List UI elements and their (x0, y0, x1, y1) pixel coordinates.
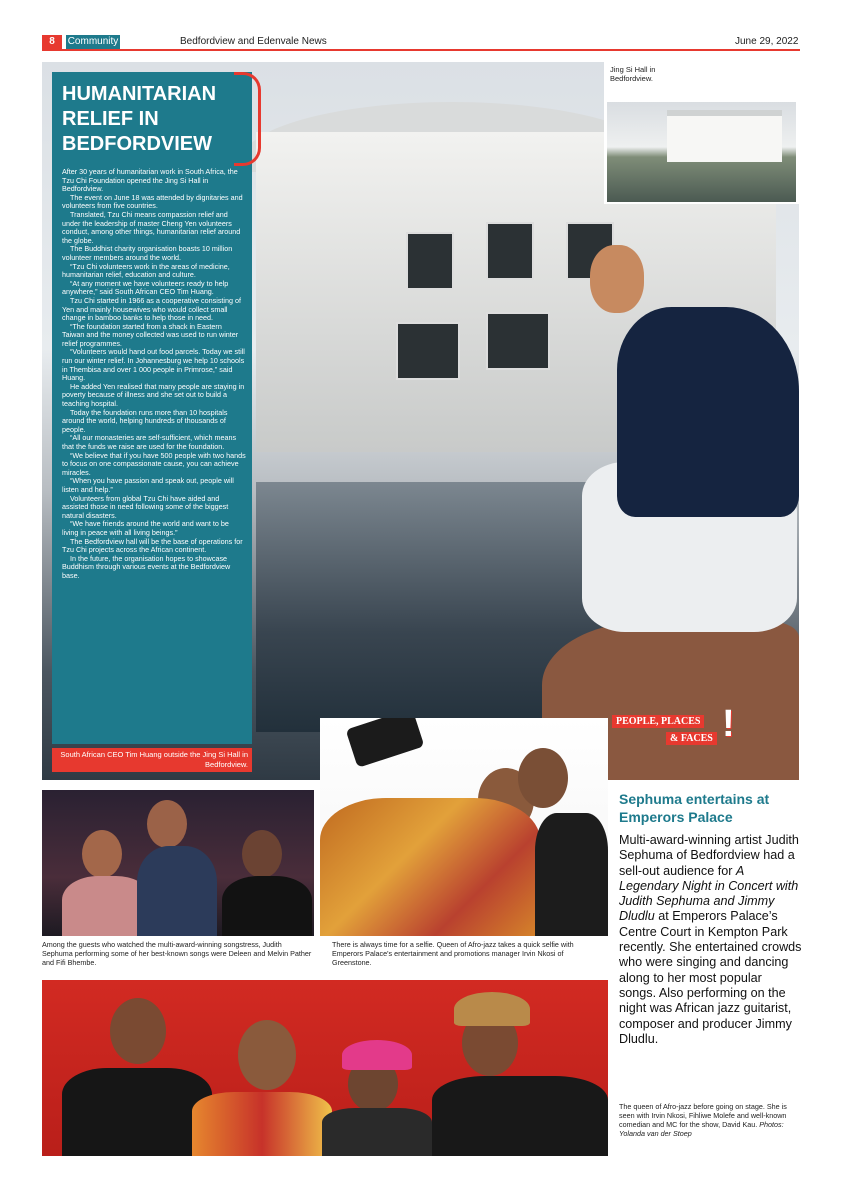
section-label: Community (67, 36, 119, 47)
building-window (486, 222, 534, 280)
inset-photo-panel (604, 62, 799, 204)
badge-line-2: & FACES (666, 732, 717, 745)
inset-caption: Jing Si Hall in Bedfordview. (610, 65, 656, 83)
singer-dress (320, 798, 540, 936)
article-panel (52, 72, 252, 744)
issue-date: June 29, 2022 (735, 36, 799, 47)
article-paragraph: Translated, Tzu Chi means compassion relief and under the leadership of master Cheng Yen volunteers conduct, among other things, humanitarian relief around the globe. (62, 209, 241, 245)
group-jacket (62, 1068, 212, 1156)
group-dress (192, 1092, 332, 1156)
people-places-faces-badge (608, 703, 738, 752)
photo-selfie (320, 718, 608, 936)
publication-name: Bedfordview and Edenvale News (180, 36, 327, 47)
article-paragraph: “All our monasteries are self-sufficient, which means that the funds we raise are used for the foundation. (62, 433, 237, 451)
building-window (406, 232, 454, 290)
article-paragraph: He added Yen realised that many people are staying in poverty because of illness and she set out to build a teaching hospital. (62, 381, 245, 409)
article-paragraph: “At any moment we have volunteers ready to help anywhere,” said South African CEO Tim Huang. (62, 278, 229, 297)
sephuma-body-part-1: Multi-award-winning artist Judith Sephuma of Bedfordview had a sell-out audience for (619, 833, 799, 878)
guest-top (222, 876, 312, 936)
guest-jacket (137, 846, 217, 936)
article-headline: HUMANITARIAN RELIEF IN BEDFORDVIEW (62, 83, 217, 155)
photo-credit: Photos: Yolanda van der Stoep (619, 1120, 784, 1138)
group-caption (619, 1102, 802, 1138)
guest-face (242, 830, 282, 878)
article-paragraph: “The foundation started from a shack in Eastern Taiwan and the money collected was used to run winter relief programmes. (62, 321, 239, 348)
article-paragraph: The Bedfordview hall will be the base of operations for Tzu Chi projects across the African continent. (62, 536, 243, 555)
guest-face (147, 800, 187, 848)
article-paragraph: “We have friends around the world and want to be living in peace with all living beings.” (62, 519, 229, 537)
building-window (486, 312, 550, 370)
pink-hat (342, 1040, 412, 1070)
manager-face (518, 748, 568, 808)
group-face (238, 1020, 296, 1090)
article-paragraph: After 30 years of humanitarian work in South Africa, the Tzu Chi Foundation opened the Jing Si Hall in Bedfordview. (62, 167, 238, 194)
article-paragraph: Today the foundation runs more than 10 hospitals around the world, helping hundreds of thousands of people. (62, 407, 228, 434)
group-caption-text: The queen of Afro-jazz before going on stage. She is seen with Irvin Nkosi, Fihliwe Molefe and well-known comedian and MC for the show, David Kau. (619, 1102, 787, 1129)
phone (346, 718, 425, 768)
article-paragraph: “When you have passion and speak out, people will listen and help.” (62, 476, 234, 494)
straw-hat (454, 992, 530, 1026)
article-paragraph: In the future, the organisation hopes to showcase Buddhism through various events at the Bedfordview base. (62, 553, 231, 580)
manager-jacket (535, 813, 608, 936)
page-number: 8 (42, 35, 62, 49)
photo-group (42, 980, 608, 1156)
article-paragraph: “Tzu Chi volunteers work in the areas of medicine, humanitarian relief, education and culture. (62, 261, 230, 280)
person-jacket (617, 307, 799, 517)
group-top (322, 1108, 432, 1156)
article-paragraph: The event on June 18 was attended by dignitaries and volunteers from five countries. (62, 192, 243, 211)
article-paragraph: Volunteers from global Tzu Chi have aided and assisted those in need following some of the biggest natural disasters. (62, 493, 229, 520)
photo-guests (42, 790, 314, 936)
article-body (62, 168, 246, 581)
article-paragraph: “Volunteers would hand out food parcels. Today we still run our winter relief. In Johannesburg we help 10 schools in Thembisa and over 1 000 people in Primrose,” said Huang. (62, 347, 245, 383)
guests-caption: Among the guests who watched the multi-award-winning songstress, Judith Sephuma performing some of her best-known songs were Deleen and Melvin Pather and Fifi Bhembe. (42, 940, 312, 967)
sephuma-body-part-2: at Emperors Palace’s Centre Court in Kempton Park recently. She entertained crowds who were singing and dancing along to her most popular songs. Also performing on the night was African jazz guitarist, composer and producer Jimmy Dludlu. (619, 909, 802, 1046)
article-paragraph: “We believe that if you have 500 people with two hands to focus on one compassionate cause, you can achieve miracles. (62, 450, 246, 477)
selfie-caption: There is always time for a selfie. Queen of Afro-jazz takes a quick selfie with Emperors Palace's entertainment and promotions manager Irvin Nkosi of Greenstone. (332, 940, 574, 967)
inset-photo-hall (607, 102, 796, 202)
article-paragraph: The Buddhist charity organisation boasts 10 million volunteer members around the world. (62, 244, 233, 262)
group-face (110, 998, 166, 1064)
badge-line-1: PEOPLE, PLACES (612, 715, 704, 728)
header-rule (42, 49, 800, 51)
main-photo-caption: South African CEO Tim Huang outside the Jing Si Hall in Bedfordview. (52, 748, 252, 772)
headline-brace (234, 72, 261, 166)
group-jacket (432, 1076, 608, 1156)
sephuma-show-title: A Legendary Night in Concert with Judith Sephuma and Jimmy Dludlu (619, 863, 799, 924)
badge-exclamation: ! (722, 703, 735, 745)
person-head (590, 245, 644, 313)
sephuma-headline: Sephuma entertains at Emperors Palace (619, 791, 770, 825)
building-window (396, 322, 460, 380)
inset-building (667, 110, 782, 162)
sephuma-body (619, 833, 802, 1047)
article-paragraph: Tzu Chi started in 1966 as a cooperative consisting of Yen and mainly housewives who would collect small change in bamboo banks to help those in need. (62, 295, 241, 323)
guest-face (82, 830, 122, 878)
